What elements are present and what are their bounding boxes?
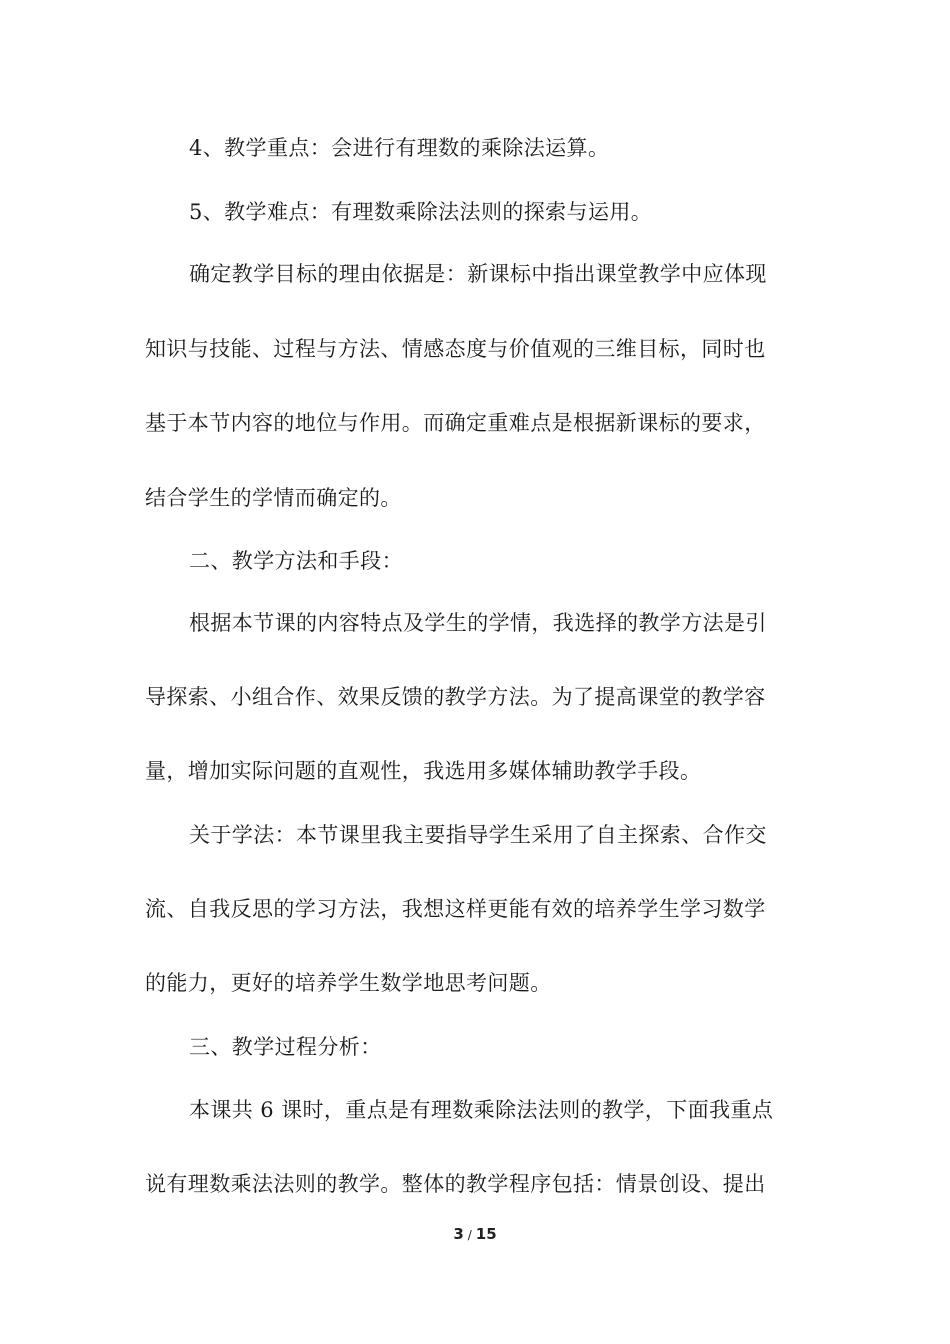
text-line-13: 的能力，更好的培养学生数学地思考问题。 xyxy=(145,971,552,995)
text-line-10: 量，增加实际问题的直观性，我选用多媒体辅助教学手段。 xyxy=(145,759,702,783)
text-line-4: 知识与技能、过程与方法、情感态度与价值观的三维目标，同时也 xyxy=(145,337,766,361)
text-line-1: 4、教学重点：会进行有理数的乘除法运算。 xyxy=(189,136,610,160)
text-line-5: 基于本节内容的地位与作用。而确定重难点是根据新课标的要求， xyxy=(145,411,766,435)
section-heading-methods: 二、教学方法和手段： xyxy=(189,549,403,573)
text-line-12: 流、自我反思的学习方法，我想这样更能有效的培养学生学习数学 xyxy=(145,897,766,921)
current-page-number: 3 xyxy=(453,1225,464,1243)
text-line-9: 导探索、小组合作、效果反馈的教学方法。为了提高课堂的教学容 xyxy=(145,685,766,709)
page-separator: / xyxy=(467,1228,472,1242)
text-line-6: 结合学生的学情而确定的。 xyxy=(145,486,402,510)
text-line-16: 说有理数乘法法则的教学。整体的教学程序包括：情景创设、提出 xyxy=(145,1172,766,1196)
text-line-15: 本课共 6 课时，重点是有理数乘除法法则的教学，下面我重点 xyxy=(189,1098,774,1122)
page-number xyxy=(0,1225,950,1243)
text-line-2: 5、教学难点：有理数乘除法法则的探索与运用。 xyxy=(189,200,653,224)
total-pages-number: 15 xyxy=(475,1225,497,1243)
text-line-11: 关于学法：本节课里我主要指导学生采用了自主探索、合作交 xyxy=(189,823,767,847)
section-heading-process: 三、教学过程分析： xyxy=(189,1035,382,1059)
text-line-3: 确定教学目标的理由依据是：新课标中指出课堂教学中应体现 xyxy=(189,262,767,286)
text-line-8: 根据本节课的内容特点及学生的学情，我选择的教学方法是引 xyxy=(189,611,767,635)
